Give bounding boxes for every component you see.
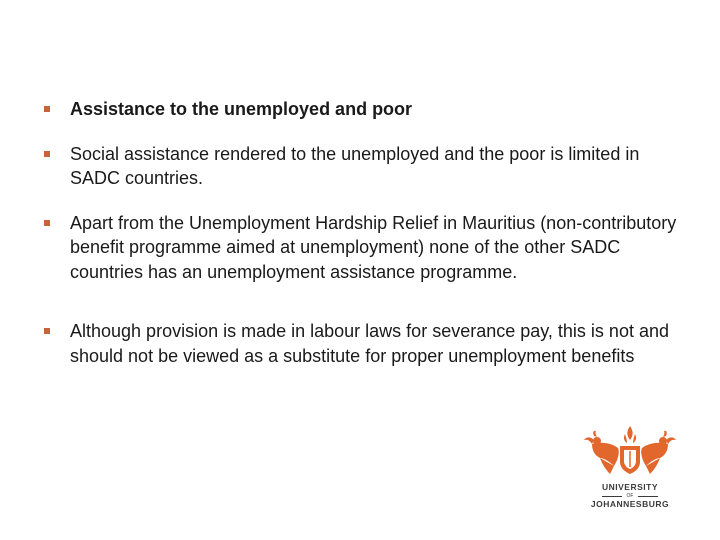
square-bullet-icon — [44, 328, 50, 334]
square-bullet-icon — [44, 151, 50, 157]
logo-text-of: OF — [626, 493, 634, 499]
bullet-text: Social assistance rendered to the unemployed and the poor is limited in SADC countries. — [70, 143, 640, 188]
square-bullet-icon — [44, 220, 50, 226]
bullet-item — [44, 319, 684, 368]
logo-divider — [638, 496, 658, 497]
slide-body — [44, 97, 684, 368]
bullet-text: Although provision is made in labour laws for severance pay, this is not and should not be viewed as a substitute for proper unemployment benefits — [70, 321, 669, 366]
bullet-text: Assistance to the unemployed and poor — [70, 99, 413, 119]
logo-text-university: UNIVERSITY — [601, 482, 658, 492]
bullet-item — [44, 142, 684, 191]
bullet-text: Apart from the Unemployment Hardship Relief in Mauritius (non-contributory benefit programme aimed at unemployment) none of the other SADC countries has an unemployment assistance programme. — [70, 212, 677, 282]
bullet-item — [44, 211, 684, 285]
bullet-item — [44, 97, 684, 122]
bird-emblem-icon — [580, 422, 680, 480]
logo-text-johannesburg: JOHANNESBURG — [590, 499, 670, 509]
university-logo — [580, 422, 680, 514]
square-bullet-icon — [44, 106, 50, 112]
